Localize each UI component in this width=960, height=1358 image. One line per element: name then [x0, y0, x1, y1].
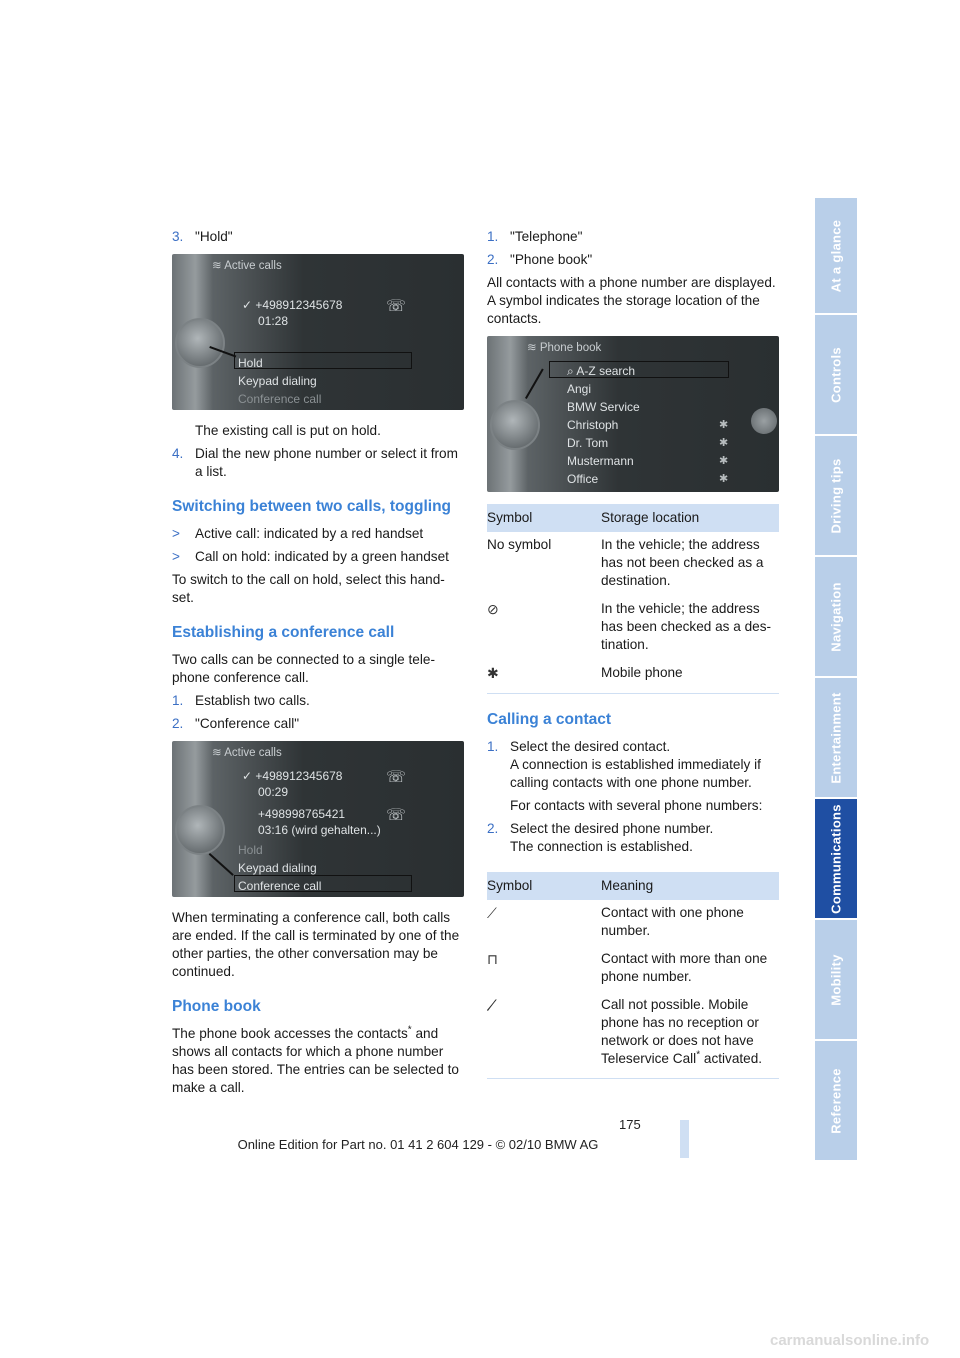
chapter-tabs [815, 198, 857, 1162]
step-number: 2. [487, 252, 499, 267]
table-row [487, 532, 779, 596]
screen-call-time: 01:28 [258, 314, 289, 328]
right-step-2 [487, 251, 779, 269]
right-step-1 [487, 228, 779, 246]
conference-end-paragraph: When terminating a conference call, both calls are ended. If the call is terminated by one of the other parties, the other conversation may be continued. [172, 910, 460, 979]
paragraph-text: and shows all contacts for which a phone number has been stored. The entries can be selected to make a call. [172, 1026, 459, 1095]
handset-icon: ☏ [386, 769, 407, 786]
tab-label: At a glance [828, 219, 844, 292]
step-text: The connection is established. [510, 839, 693, 854]
tab-label: Mobility [828, 953, 844, 1006]
table-cell [487, 946, 601, 992]
tab-navigation[interactable] [815, 557, 857, 676]
footer [0, 1137, 960, 1152]
heading-calling-contact: Calling a contact [487, 711, 612, 728]
selection-callout [234, 875, 412, 892]
step-text: Select the desired phone number. [510, 821, 714, 836]
tab-controls[interactable] [815, 315, 857, 434]
screen-item-keypad: Keypad dialing [238, 374, 317, 388]
step-text: Select the desired contact. [510, 739, 671, 754]
screen-item-conference: Conference call [238, 392, 322, 406]
table-header: Symbol [487, 872, 601, 900]
bluetooth-icon: ✱ [719, 437, 729, 449]
selection-callout [234, 352, 412, 369]
step-3-note: The existing call is put on hold. [195, 423, 381, 438]
table-row [487, 946, 779, 992]
storage-location-table [487, 504, 779, 694]
step-text: "Conference call" [195, 716, 300, 731]
step-number: 1. [172, 693, 184, 708]
bullet-call-on-hold [172, 548, 464, 566]
tab-driving-tips[interactable] [815, 436, 857, 555]
step-text: "Phone book" [510, 252, 593, 267]
tab-at-a-glance[interactable] [815, 198, 857, 313]
left-column [172, 228, 464, 1102]
step-text: "Telephone" [510, 229, 583, 244]
table-cell: In the vehicle; the address has been checked as a des-tination. [601, 601, 772, 652]
step-number: 1. [487, 739, 499, 754]
screen-item-contact: Angi [567, 382, 592, 396]
tab-label: Reference [828, 1067, 844, 1134]
table-cell [487, 596, 601, 660]
screen-item-hold: Hold [238, 843, 263, 857]
table-row [487, 660, 779, 694]
step-number: 4. [172, 446, 184, 461]
table-row [487, 596, 779, 660]
step-text: Dial the new phone number or select it from a list. [195, 446, 458, 479]
screen-item-contact: BMW Service [567, 400, 640, 414]
screen-item-hold: Hold [238, 356, 263, 370]
bullet-marker: > [172, 549, 180, 564]
controller-knob [490, 400, 540, 450]
bluetooth-icon: ✱ [719, 473, 729, 485]
table-cell: In the vehicle; the address has not been checked as a destination. [601, 537, 764, 588]
callout-line [209, 853, 234, 876]
selection-callout [549, 361, 729, 378]
screen-call-number-2: +498998765421 [258, 807, 346, 821]
step-3 [172, 228, 464, 246]
option-star: * [407, 1024, 412, 1036]
cell-text: activated. [700, 1051, 763, 1066]
table-header-row [487, 872, 779, 900]
screen-header: ≋ Active calls [212, 260, 282, 272]
phone-book-screenshot [487, 336, 779, 492]
step-4 [172, 445, 464, 481]
cell-text: Call not possible. Mobile phone has no reception or network or does not have Teleservice Call [601, 997, 759, 1066]
step-text: Establish two calls. [195, 693, 310, 708]
tab-label: Communications [828, 803, 844, 914]
phone-book-paragraph [172, 1025, 464, 1097]
table-header: Symbol [487, 504, 601, 532]
screen-header: ≋ Phone book [527, 342, 602, 354]
controller-knob [175, 318, 225, 368]
table-row [487, 992, 779, 1079]
tab-label: Navigation [828, 581, 844, 652]
table-cell: Mobile phone [601, 660, 779, 694]
call-step-1 [487, 738, 779, 792]
option-star: * [696, 1049, 701, 1061]
screen-call-time-2: 03:16 (wird gehalten...) [258, 823, 381, 837]
handset-icon: ☏ [386, 807, 407, 824]
bluetooth-icon: ✱ [719, 455, 729, 467]
screen-item-az-search: ⌕ A-Z search [567, 364, 636, 378]
table-header: Storage location [601, 504, 779, 532]
screen-call-time-1: 00:29 [258, 785, 289, 799]
checked-address-icon: ⊘ [487, 601, 499, 617]
screen-header: ≋ Active calls [212, 747, 282, 759]
side-knob [751, 408, 777, 434]
conference-step-2 [172, 715, 464, 733]
bullet-marker: > [172, 526, 180, 541]
conference-paragraph: Two calls can be connected to a single tele-phone conference call. [172, 652, 435, 685]
call-not-possible-icon: ⟋̸ [487, 997, 497, 1013]
bullet-text: Call on hold: indicated by a green handset [195, 549, 449, 564]
tab-communications[interactable] [815, 799, 857, 918]
controller-knob [175, 805, 225, 855]
footer-text: Online Edition for Part no. 01 41 2 604 129 - © 02/10 BMW AG [237, 1137, 599, 1152]
table-cell [487, 660, 601, 694]
screen-item-contact: Dr. Tom [567, 436, 609, 450]
step-number: 1. [487, 229, 499, 244]
call-step-2 [487, 820, 779, 856]
table-cell [487, 900, 601, 946]
screen-item-contact: Mustermann [567, 454, 634, 468]
bluetooth-icon: ✱ [719, 419, 729, 431]
callout-line [525, 369, 543, 399]
multi-number-handset-icon: ⊓ [487, 951, 498, 967]
right-column [487, 228, 779, 1091]
table-cell: Contact with more than one phone number. [601, 951, 768, 984]
table-header: Meaning [601, 872, 779, 900]
phone-book-intro: All contacts with a phone number are displayed. A symbol indicates the storage location of the contacts. [487, 275, 776, 326]
step-text: A connection is established immediately if calling contacts with one phone number. [510, 757, 761, 790]
screen-item-contact: Office [567, 472, 599, 486]
tab-entertainment[interactable] [815, 678, 857, 797]
toggle-paragraph: To switch to the call on hold, select this hand-set. [172, 572, 445, 605]
step-number: 3. [172, 229, 184, 244]
step-number: 2. [172, 716, 184, 731]
table-cell: Contact with one phone number. [601, 905, 744, 938]
screen-item-contact: Christoph [567, 418, 619, 432]
single-number-handset-icon: ⟋ [487, 905, 497, 921]
table-cell [487, 992, 601, 1079]
bullet-active-call [172, 525, 464, 543]
page-number: 175 [619, 1117, 641, 1132]
heading-toggling: Switching between two calls, toggling [172, 498, 452, 515]
step-text: "Hold" [195, 229, 233, 244]
bullet-text: Active call: indicated by a red handset [195, 526, 424, 541]
table-cell: No symbol [487, 537, 552, 552]
handset-icon: ☏ [386, 298, 407, 315]
watermark: carmanualsonline.info [770, 1332, 930, 1349]
table-row [487, 900, 779, 946]
heading-conference: Establishing a conference call [172, 624, 395, 641]
screen-call-number-1: ✓ +498912345678 [242, 769, 343, 783]
table-cell [601, 992, 779, 1079]
tab-label: Controls [828, 346, 844, 403]
heading-phone-book: Phone book [172, 998, 261, 1015]
tab-label: Entertainment [828, 691, 844, 784]
bluetooth-mobile-icon: ✱ [487, 665, 499, 681]
screen-item-keypad: Keypad dialing [238, 861, 317, 875]
meaning-table [487, 872, 779, 1079]
conference-screenshot [172, 741, 464, 897]
table-header-row [487, 504, 779, 532]
call-note: For contacts with several phone numbers: [510, 798, 763, 813]
active-calls-screenshot [172, 254, 464, 410]
step-number: 2. [487, 821, 499, 836]
tab-label: Driving tips [828, 457, 844, 534]
paragraph-text: The phone book accesses the contacts [172, 1026, 408, 1041]
conference-step-1 [172, 692, 464, 710]
tab-mobility[interactable] [815, 920, 857, 1039]
screen-call-number: ✓ +498912345678 [242, 298, 343, 312]
screen-item-conference: Conference call [238, 879, 322, 893]
